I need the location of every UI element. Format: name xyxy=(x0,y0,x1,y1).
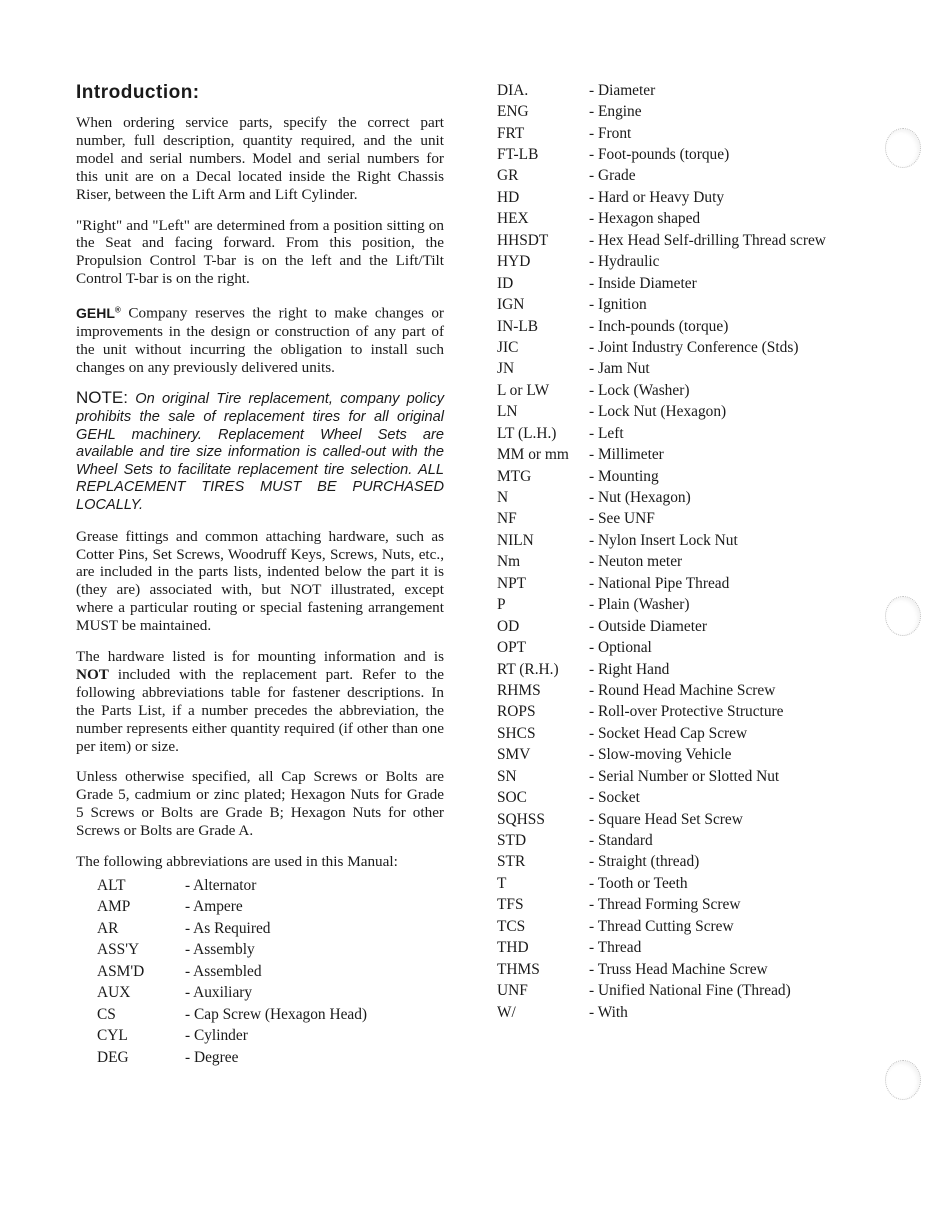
abbreviation-term: RT (R.H.) xyxy=(497,660,559,678)
abbreviation-row xyxy=(97,875,444,897)
abbreviation-row xyxy=(497,294,877,315)
abbreviation-term: TCS xyxy=(497,917,526,935)
abbreviation-term: GR xyxy=(497,167,519,185)
abbreviation-meaning: - Foot-pounds (torque) xyxy=(589,146,730,164)
abbreviation-meaning: - Hydraulic xyxy=(589,253,660,271)
abbreviation-row xyxy=(497,230,877,251)
abbreviation-term: ID xyxy=(497,274,514,292)
abbreviation-row xyxy=(497,144,877,165)
abbreviation-row xyxy=(497,101,877,122)
abbreviation-list-right xyxy=(497,80,877,1023)
brand-name xyxy=(76,305,121,321)
abbreviation-term: Nm xyxy=(497,553,521,571)
abbreviation-row xyxy=(497,787,877,808)
note-text: On original Tire replacement, company policy prohibits the sale of replacement tires for all original GEHL machinery. Replacement Wheel Sets are available and tire size information is called-out with the Wheel Sets to facilitate replacement tire selection. ALL REPLACEMENT TIRES MUST BE PURCHASED LOCALLY. xyxy=(76,391,444,513)
abbreviation-row xyxy=(497,187,877,208)
abbreviation-row xyxy=(497,80,877,101)
note-label: NOTE: xyxy=(76,388,128,408)
mounting-not: NOT xyxy=(76,665,109,683)
brand-text: GEHL xyxy=(76,304,115,321)
abbreviation-term: OPT xyxy=(497,639,527,657)
abbreviation-row xyxy=(497,359,877,380)
abbreviation-term: N xyxy=(497,489,509,507)
abbreviation-term: STD xyxy=(497,832,527,850)
registered-mark: ® xyxy=(114,305,121,315)
abbreviation-term: NPT xyxy=(497,574,527,592)
abbreviation-row xyxy=(97,1047,444,1069)
abbreviation-meaning: - Standard xyxy=(589,832,653,850)
abbreviation-term: MTG xyxy=(497,467,532,485)
abbreviation-row xyxy=(97,983,444,1005)
abbreviation-term: JIC xyxy=(497,338,519,356)
abbreviation-row xyxy=(497,273,877,294)
abbreviation-term: DIA. xyxy=(497,81,529,99)
abbreviation-term: HYD xyxy=(497,253,531,271)
abbreviation-term: JN xyxy=(497,360,515,378)
abbreviation-meaning: - Alternator xyxy=(185,876,257,894)
abbreviation-meaning: - Roll-over Protective Structure xyxy=(589,703,784,721)
abbreviation-term: LT (L.H.) xyxy=(497,424,557,442)
abbreviation-meaning: - See UNF xyxy=(589,510,655,528)
abbreviation-term: SN xyxy=(497,767,517,785)
intro-paragraph-hardware: Grease fittings and common attaching hardware, such as Cotter Pins, Set Screws, Woodruff Keys, Screws, Nuts, etc., are included in the parts lists, indented below the part it is (they are) associated with, but NOT illustrated, except where a particular routing or special fastening arrangement MUST be maintained. xyxy=(76,527,444,635)
abbreviation-row xyxy=(497,1002,877,1023)
abbreviation-meaning: - Grade xyxy=(589,167,636,185)
abbreviation-meaning: - Lock (Washer) xyxy=(589,381,690,399)
abbreviation-row xyxy=(497,123,877,144)
abbreviation-row xyxy=(497,530,877,551)
abbreviation-meaning: - Slow-moving Vehicle xyxy=(589,746,732,764)
abbreviation-row xyxy=(97,1026,444,1048)
abbreviation-term: ASS'Y xyxy=(97,941,140,959)
intro-paragraph-grades: Unless otherwise specified, all Cap Screws or Bolts are Grade 5, cadmium or zinc plated; Hexagon Nuts for Grade 5 Screws or Bolts are Grade B; Hexagon Nuts for other Screws or Bolts are Grade A. xyxy=(76,768,444,840)
intro-paragraph-mounting xyxy=(76,648,444,755)
mounting-text-b: included with the replacement part. Refer to the following abbreviations table for fastener descriptions. In the Parts List, if a number precedes the abbreviation, the number represents either quantity required (if other than one per item) or size. xyxy=(76,665,444,755)
abbreviation-meaning: - Cap Screw (Hexagon Head) xyxy=(185,1005,368,1023)
abbreviation-row xyxy=(497,659,877,680)
abbreviation-meaning: - Hex Head Self-drilling Thread screw xyxy=(589,231,826,249)
abbreviation-meaning: - Neuton meter xyxy=(589,553,683,571)
abbreviation-term: TFS xyxy=(497,896,524,914)
binder-hole xyxy=(885,596,921,636)
abbreviation-term: LN xyxy=(497,403,518,421)
abbreviation-term: SQHSS xyxy=(497,810,545,828)
abbreviation-row xyxy=(497,423,877,444)
abbreviation-meaning: - Straight (thread) xyxy=(589,853,700,871)
abbreviation-meaning: - Unified National Fine (Thread) xyxy=(589,982,791,1000)
abbreviation-meaning: - Millimeter xyxy=(589,446,664,464)
abbreviation-row xyxy=(97,961,444,983)
abbreviation-term: ALT xyxy=(97,876,126,894)
mounting-text-a: The hardware listed is for mounting information and is xyxy=(76,648,444,666)
abbreviation-row xyxy=(97,940,444,962)
abbreviation-row xyxy=(497,852,877,873)
abbreviation-meaning: - As Required xyxy=(185,919,271,937)
abbreviation-term: CS xyxy=(97,1005,116,1023)
abbreviation-term: L or LW xyxy=(497,381,550,399)
abbreviation-row xyxy=(497,702,877,723)
abbreviation-row xyxy=(497,745,877,766)
binder-hole xyxy=(885,128,921,168)
abbreviations-intro: The following abbreviations are used in this Manual: xyxy=(76,853,398,871)
abbreviation-meaning: - Diameter xyxy=(589,81,656,99)
company-text: Company reserves the right to make changes or improvements in the design or construction of any part of the unit without incurring the obligation to install such changes on any previously delivered units. xyxy=(76,304,444,376)
abbreviation-row xyxy=(497,895,877,916)
abbreviation-meaning: - Round Head Machine Screw xyxy=(589,681,776,699)
abbreviation-meaning: - Assembled xyxy=(185,962,262,980)
abbreviation-row xyxy=(497,938,877,959)
abbreviation-term: T xyxy=(497,874,507,892)
abbreviation-meaning: - Mounting xyxy=(589,467,659,485)
abbreviation-meaning: - Socket xyxy=(589,789,640,807)
abbreviation-meaning: - Thread Forming Screw xyxy=(589,896,741,914)
abbreviation-row xyxy=(497,316,877,337)
abbreviation-meaning: - Hard or Heavy Duty xyxy=(589,188,725,206)
abbreviation-meaning: - Engine xyxy=(589,103,642,121)
tire-note xyxy=(76,389,444,514)
abbreviation-row xyxy=(497,552,877,573)
abbreviation-row xyxy=(497,252,877,273)
abbreviation-term: AUX xyxy=(97,984,131,1002)
abbreviation-meaning: - Ampere xyxy=(185,898,243,916)
abbreviation-meaning: - Degree xyxy=(185,1048,239,1066)
abbreviation-meaning: - Lock Nut (Hexagon) xyxy=(589,403,727,421)
abbreviation-term: SOC xyxy=(497,789,527,807)
abbreviation-row xyxy=(497,980,877,1001)
abbreviation-term: HEX xyxy=(497,210,529,228)
abbreviation-meaning: - Thread Cutting Screw xyxy=(589,917,734,935)
abbreviation-row xyxy=(97,1004,444,1026)
abbreviation-row xyxy=(497,166,877,187)
abbreviation-meaning: - Plain (Washer) xyxy=(589,596,690,614)
abbreviation-meaning: - Optional xyxy=(589,639,652,657)
abbreviation-meaning: - With xyxy=(589,1003,628,1021)
abbreviation-meaning: - National Pipe Thread xyxy=(589,574,730,592)
abbreviation-row xyxy=(97,918,444,940)
abbreviation-row xyxy=(497,680,877,701)
abbreviation-term: CYL xyxy=(97,1027,128,1045)
abbreviation-row xyxy=(497,916,877,937)
abbreviation-term: RHMS xyxy=(497,681,541,699)
abbreviation-row xyxy=(497,873,877,894)
abbreviation-row xyxy=(497,337,877,358)
abbreviation-term: STR xyxy=(497,853,526,871)
abbreviation-meaning: - Nut (Hexagon) xyxy=(589,489,691,507)
abbreviation-meaning: - Tooth or Teeth xyxy=(589,874,688,892)
abbreviation-term: FT-LB xyxy=(497,146,539,164)
abbreviation-term: ROPS xyxy=(497,703,536,721)
abbreviation-term: DEG xyxy=(97,1048,129,1066)
abbreviation-term: FRT xyxy=(497,124,525,142)
abbreviation-row xyxy=(497,444,877,465)
abbreviation-row xyxy=(497,723,877,744)
abbreviation-term: NF xyxy=(497,510,517,528)
abbreviation-row xyxy=(497,402,877,423)
abbreviation-term: MM or mm xyxy=(497,446,569,464)
abbreviation-meaning: - Left xyxy=(589,424,624,442)
intro-paragraph-company xyxy=(76,301,444,376)
abbreviation-row xyxy=(497,466,877,487)
abbreviation-meaning: - Inside Diameter xyxy=(589,274,697,292)
abbreviation-term: THD xyxy=(497,939,529,957)
abbreviation-meaning: - Front xyxy=(589,124,632,142)
abbreviation-meaning: - Nylon Insert Lock Nut xyxy=(589,531,738,549)
abbreviation-row xyxy=(497,809,877,830)
abbreviation-meaning: - Square Head Set Screw xyxy=(589,810,743,828)
abbreviation-row xyxy=(497,595,877,616)
abbreviation-list-left xyxy=(97,875,444,1069)
abbreviation-meaning: - Serial Number or Slotted Nut xyxy=(589,767,780,785)
left-column xyxy=(76,80,444,1069)
abbreviation-term: IGN xyxy=(497,296,525,314)
abbreviation-row xyxy=(497,487,877,508)
abbreviation-row xyxy=(497,959,877,980)
abbreviation-term: HD xyxy=(497,188,520,206)
abbreviation-term: W/ xyxy=(497,1003,516,1021)
abbreviation-row xyxy=(497,380,877,401)
abbreviation-term: P xyxy=(497,596,506,614)
abbreviation-row xyxy=(497,766,877,787)
abbreviation-row xyxy=(497,637,877,658)
abbreviation-meaning: - Joint Industry Conference (Stds) xyxy=(589,338,799,356)
abbreviation-term: AMP xyxy=(97,898,131,916)
abbreviation-row xyxy=(497,616,877,637)
abbreviation-meaning: - Assembly xyxy=(185,941,255,959)
abbreviation-row xyxy=(97,897,444,919)
abbreviation-term: NILN xyxy=(497,531,534,549)
abbreviation-meaning: - Socket Head Cap Screw xyxy=(589,724,748,742)
abbreviation-term: HHSDT xyxy=(497,231,549,249)
abbreviation-meaning: - Auxiliary xyxy=(185,984,253,1002)
abbreviation-meaning: - Cylinder xyxy=(185,1027,248,1045)
abbreviation-term: SMV xyxy=(497,746,531,764)
abbreviation-term: ASM'D xyxy=(97,962,145,980)
binder-hole xyxy=(885,1060,921,1100)
abbreviation-term: UNF xyxy=(497,982,528,1000)
abbreviation-meaning: - Hexagon shaped xyxy=(589,210,701,228)
abbreviation-term: IN-LB xyxy=(497,317,539,335)
abbreviation-meaning: - Ignition xyxy=(589,296,647,314)
abbreviation-meaning: - Inch-pounds (torque) xyxy=(589,317,729,335)
abbreviation-meaning: - Outside Diameter xyxy=(589,617,707,635)
abbreviation-term: AR xyxy=(97,919,119,937)
abbreviation-row xyxy=(497,209,877,230)
abbreviation-meaning: - Thread xyxy=(589,939,642,957)
abbreviation-meaning: - Right Hand xyxy=(589,660,670,678)
intro-paragraph-ordering: When ordering service parts, specify the correct part number, full description, quantity required, and the unit model and serial numbers. Model and serial numbers for this unit are on a Decal located inside the Right Chassis Riser, between the Lift Arm and Lift Cylinder. xyxy=(76,114,444,203)
abbreviation-term: OD xyxy=(497,617,520,635)
abbreviation-meaning: - Jam Nut xyxy=(589,360,650,378)
abbreviation-term: THMS xyxy=(497,960,540,978)
abbreviation-row xyxy=(497,830,877,851)
abbreviation-term: SHCS xyxy=(497,724,536,742)
abbreviation-row xyxy=(497,573,877,594)
intro-paragraph-right-left: "Right" and "Left" are determined from a position sitting on the Seat and facing forward. From this position, the Propulsion Control T-bar is on the left and the Lift/Tilt Control T-bar is on the right. xyxy=(76,216,444,288)
abbreviation-term: ENG xyxy=(497,103,529,121)
abbreviation-row xyxy=(497,509,877,530)
page-title: Introduction: xyxy=(76,82,200,103)
abbreviation-meaning: - Truss Head Machine Screw xyxy=(589,960,768,978)
